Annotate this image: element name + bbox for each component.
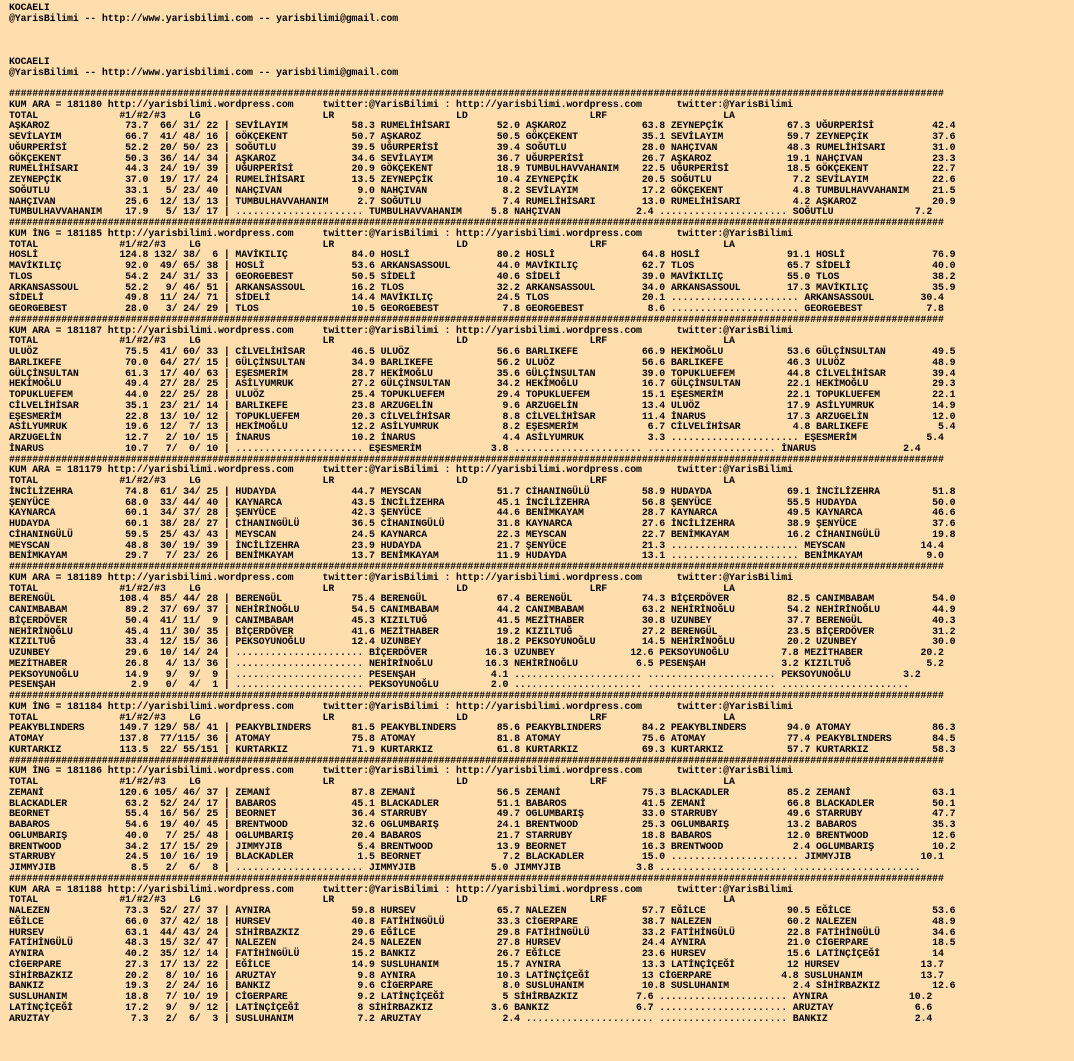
blank-line — [9, 25, 1074, 36]
separator-line: ################################################################################################################################################################# — [9, 690, 944, 701]
report-line: PESENŞAH 2.9 0/ 4/ 1 | ...................... PEKSOYUNOĞLU 2.0 ...................... ...................... ...................... — [9, 679, 909, 691]
report-line: SOĞUTLU 33.1 5/ 23/ 40 | NAHÇIVAN 9.0 NAHÇIVAN 8.2 SEVİLAYIM 17.2 GÖKÇEKENT 4.8 TUMBULHAVVAHANIM 21.5 — [9, 184, 956, 196]
report-line: SİHİRBAZKIZ 20.2 8/ 10/ 16 | ARUZTAY 9.8 AYNIRA 10.3 LATİNÇİÇEĞİ 13 CİGERPARE 4.8 SUSLUHANIM 13.7 — [9, 969, 944, 981]
report-line: AŞKAROZ 73.7 66/ 31/ 22 | SEVİLAYIM 58.3 RUMELİHİSARI 52.0 AŞKAROZ 63.8 ZEYNEPÇİK 67.3 UĞURPERİSİ 42.4 — [9, 120, 956, 132]
report-line: JIMMYJIB 8.5 2/ 6/ 8 | ...................... JIMMYJIB 5.0 JIMMYJIB 3.8 ...................... ...................... — [9, 862, 921, 873]
separator-line: ################################################################################################################################################################# — [9, 217, 944, 228]
race-header-line: KUM İNG = 181184 http://yarisbilimi.wordpress.com twitter:@YarisBilimi : http://yarisbilimi.wordpress.com twitter:@YarisBilimi — [9, 700, 793, 712]
contact-line: @YarisBilimi -- http://www.yarisbilimi.com -- yarisbilimi@gmail.com — [9, 12, 398, 24]
column-header-line: TOTAL #1/#2/#3 LG LR LD LRF LA — [9, 109, 735, 121]
separator-line: ################################################################################################################################################################# — [9, 88, 944, 99]
separator-line: ################################################################################################################################################################# — [9, 872, 944, 884]
report-line: ARKANSASSOUL 52.2 9/ 46/ 51 | ARKANSASSOUL 16.2 TLOS 32.2 ARKANSASSOUL 34.0 ARKANSASSOUL 17.3 MAVİKILIÇ 35.9 — [9, 281, 956, 293]
race-header-line: KUM ARA = 181189 http://yarisbilimi.wordpress.com twitter:@YarisBilimi : http://yarisbilimi.wordpress.com twitter:@YarisBilimi — [9, 571, 793, 583]
report-line: BEORNET 55.4 16/ 56/ 25 | BEORNET 36.4 STARRUBY 49.7 OGLUMBARIŞ 33.0 STARRUBY 49.6 STARRUBY 47.7 — [9, 808, 956, 820]
report-line: BLACKADLER 63.2 52/ 24/ 17 | BABAROS 45.1 BLACKADLER 51.1 BABAROS 41.5 ZEMANİ 66.8 BLACKADLER 50.1 — [9, 797, 956, 809]
report-line: EĞİLCE 66.0 37/ 42/ 18 | HURSEV 40.8 FATİHİNGÜLÜ 33.3 CİGERPARE 38.7 NALEZEN 60.2 NALEZEN 48.9 — [9, 915, 956, 927]
report-line: CİHANINGÜLÜ 59.5 25/ 43/ 43 | MEYSCAN 24.5 KAYNARCA 22.3 MEYSCAN 22.7 BENİMKAYAM 16.2 CİHANINGÜLÜ 19.8 — [9, 528, 956, 540]
report-line: MAVİKILIÇ 92.0 49/ 65/ 38 | HOSLİ 53.6 ARKANSASSOUL 44.0 MAVİKILIÇ 62.7 TLOS 65.7 SİDELİ 40.0 — [9, 260, 956, 271]
report-line: ZEYNEPÇİK 37.0 19/ 17/ 24 | RUMELİHİSARI 13.5 ZEYNEPÇİK 10.4 ZEYNEPÇİK 20.5 SOĞUTLU 7.2 SEVİLAYIM 22.6 — [9, 174, 956, 185]
report-line: GÖKÇEKENT 50.3 36/ 14/ 34 | AŞKAROZ 34.6 SEVİLAYIM 36.7 UĞURPERİSİ 26.7 AŞKAROZ 19.1 NAHÇIVAN 23.3 — [9, 152, 956, 164]
report-line: TOPUKLUEFEM 44.0 22/ 25/ 28 | ULUÖZ 25.4 TOPUKLUEFEM 29.4 TOPUKLUEFEM 15.1 EŞESMERİM 22.1 TOPUKLUEFEM 22.1 — [9, 389, 956, 400]
report-line: TUMBULHAVVAHANIM 17.9 5/ 13/ 17 | ...................... TUMBULHAVVAHANIM 5.8 NAHÇIVAN 2.4 ...................... SOĞUTLU 7.2 — [9, 206, 933, 218]
report-line: CANIMBABAM 89.2 37/ 69/ 37 | NEHİRİNOĞLU 54.5 CANIMBABAM 44.2 CANIMBABAM 63.2 NEHİRİNOĞLU 54.2 NEHİRİNOĞLU 44.9 — [9, 604, 956, 615]
report-line: OGLUMBARIŞ 40.0 7/ 25/ 48 | OGLUMBARIŞ 20.4 BABAROS 21.7 STARRUBY 18.8 BABAROS 12.0 BRENTWOOD 12.6 — [9, 829, 956, 841]
blank-line — [9, 35, 1074, 46]
report-line: HOSLİ 124.8 132/ 38/ 6 | MAVİKILIÇ 84.0 HOSLİ 80.2 HOSLİ 64.8 HOSLİ 91.1 HOSLİ 76.9 — [9, 249, 956, 261]
report-line: GEORGEBEST 28.0 3/ 24/ 29 | TLOS 10.5 GEORGEBEST 7.8 GEORGEBEST 8.6 ...................... GEORGEBEST 7.8 — [9, 303, 944, 314]
report-line: UĞURPERİSİ 52.2 20/ 50/ 23 | SOĞUTLU 39.5 UĞURPERİSİ 39.4 SOĞUTLU 28.0 NAHÇIVAN 48.3 RUMELİHİSARI 31.0 — [9, 141, 956, 153]
separator-line: ################################################################################################################################################################# — [9, 754, 944, 766]
column-header-line: TOTAL #1/#2/#3 LG LR LD LRF LA — [9, 582, 735, 594]
report-line: ARUZTAY 7.3 2/ 6/ 3 | SUSLUHANIM 7.2 ARUZTAY 2.4 ...................... ...................... BANKIZ 2.4 — [9, 1012, 933, 1024]
report-line: STARRUBY 24.5 10/ 16/ 19 | BLACKADLER 1.5 BEORNET 7.2 BLACKADLER 15.0 ...................... JIMMYJIB 10.1 — [9, 851, 944, 863]
report-line: BİÇERDÖVER 50.4 41/ 11/ 9 | CANIMBABAM 45.3 KIZILTUĞ 41.5 MEZİTHABER 30.8 UZUNBEY 37.7 BERENGÜL 40.3 — [9, 614, 956, 626]
report-line: MEYSCAN 48.8 30/ 19/ 39 | İNCİLİZEHRA 23.9 HUDAYDA 21.7 ŞENYÜCE 21.3 ...................... MEYSCAN 14.4 — [9, 539, 944, 551]
report-line: İNCİLİZEHRA 74.8 61/ 34/ 25 | HUDAYDA 44.7 MEYSCAN 51.7 CİHANINGÜLÜ 58.9 HUDAYDA 69.1 İNCİLİZEHRA 51.8 — [9, 485, 956, 497]
report-line: ULUÖZ 75.5 41/ 60/ 33 | CİLVELİHİSAR 46.5 ULUÖZ 56.6 BARLIKEFE 66.9 HEKİMOĞLU 53.6 GÜLÇİNSULTAN 49.5 — [9, 346, 956, 357]
report-line: ŞENYÜCE 68.0 33/ 44/ 40 | KAYNARCA 43.5 İNCİLİZEHRA 45.1 İNCİLİZEHRA 56.8 ŞENYÜCE 55.5 HUDAYDA 50.0 — [9, 496, 956, 508]
column-header-line: TOTAL #1/#2/#3 LG LR LD LRF LA — [9, 894, 735, 906]
column-header-line: TOTAL #1/#2/#3 LG LR LD LRF LA — [9, 335, 735, 347]
report-line: BANKIZ 19.3 2/ 24/ 16 | BANKIZ 9.6 CİGERPARE 8.0 SUSLUHANIM 10.8 SUSLUHANIM 2.4 SİHİRBAZKIZ 12.6 — [9, 980, 956, 992]
report-line: HEKİMOĞLU 49.4 27/ 28/ 25 | ASİLYUMRUK 27.2 GÜLÇİNSULTAN 34.2 HEKİMOĞLU 16.7 GÜLÇİNSULTAN 22.1 HEKİMOĞLU 29.3 — [9, 378, 956, 390]
report-line: AYNIRA 40.2 35/ 12/ 14 | FATİHİNGÜLÜ 15.2 BANKIZ 26.7 EĞİLCE 23.6 HURSEV 15.6 LATİNÇİÇEĞİ 14 — [9, 948, 944, 959]
report-line: LATİNÇİÇEĞİ 17.2 9/ 9/ 12 | LATİNÇİÇEĞİ 8 SİHİRBAZKIZ 3.6 BANKIZ 6.7 ...................... ARUZTAY 6.6 — [9, 1001, 933, 1013]
contact-line: @YarisBilimi -- http://www.yarisbilimi.com -- yarisbilimi@gmail.com — [9, 66, 398, 78]
race-header-line: KUM ARA = 181180 http://yarisbilimi.wordpress.com twitter:@YarisBilimi : http://yarisbilimi.wordpress.com twitter:@YarisBilimi — [9, 98, 793, 110]
report-line: SUSLUHANIM 18.8 7/ 10/ 19 | CİGERPARE 9.2 LATİNÇİÇEĞİ 5 SİHİRBAZKIZ 7.6 ...................... AYNIRA 10.2 — [9, 991, 933, 1002]
report-line: ASİLYUMRUK 19.6 12/ 7/ 13 | HEKİMOĞLU 12.2 ASİLYUMRUK 8.2 EŞESMERİM 6.7 CİLVELİHİSAR 4.8 BARLIKEFE 5.4 — [9, 421, 956, 433]
report-line: NAHÇIVAN 25.6 12/ 13/ 13 | TUMBULHAVVAHANIM 2.7 SOĞUTLU 7.4 RUMELİHİSARI 13.0 RUMELİHİSARI 4.2 AŞKAROZ 20.9 — [9, 195, 956, 207]
report-line: SİDELİ 49.8 11/ 24/ 71 | SİDELİ 14.4 MAVİKILIÇ 24.5 TLOS 20.1 ...................... ARKANSASSOUL 30.4 — [9, 292, 944, 304]
race-header-line: KUM ARA = 181187 http://yarisbilimi.wordpress.com twitter:@YarisBilimi : http://yarisbilimi.wordpress.com twitter:@YarisBilimi — [9, 324, 793, 336]
report-line: NALEZEN 73.3 52/ 27/ 37 | AYNIRA 59.8 HURSEV 65.7 NALEZEN 57.7 EĞİLCE 90.5 EĞİLCE 53.6 — [9, 905, 956, 916]
report-line: ZEMANİ 120.6 105/ 46/ 37 | ZEMANİ 87.8 ZEMANİ 56.5 ZEMANİ 75.3 BLACKADLER 85.2 ZEMANİ 63.1 — [9, 786, 956, 798]
separator-line: ################################################################################################################################################################# — [9, 453, 944, 465]
race-header-line: KUM ARA = 181188 http://yarisbilimi.wordpress.com twitter:@YarisBilimi : http://yarisbilimi.wordpress.com twitter:@YarisBilimi — [9, 883, 793, 895]
separator-line: ################################################################################################################################################################# — [9, 561, 944, 572]
report-line: UZUNBEY 29.6 10/ 14/ 24 | ...................... BİÇERDÖVER 16.3 UZUNBEY 12.6 PEKSOYUNOĞLU 7.8 MEZİTHABER 20.2 — [9, 647, 944, 658]
report-line: İNARUS 10.7 7/ 0/ 10 | ...................... EŞESMERİM 3.8 ...................... ...................... İNARUS 2.4 — [9, 442, 921, 454]
report-line: BARLIKEFE 70.0 64/ 27/ 15 | GÜLÇİNSULTAN 34.9 BARLIKEFE 56.2 ULUÖZ 56.6 BARLIKEFE 46.3 ULUÖZ 48.9 — [9, 356, 956, 368]
report-line: CİLVELİHİSAR 35.1 23/ 21/ 14 | BARLIKEFE 23.8 ARZUGELİN 9.6 ARZUGELİN 13.4 ULUÖZ 17.9 ASİLYUMRUK 14.9 — [9, 399, 956, 411]
report-line: KURTARKIZ 113.5 22/ 55/151 | KURTARKIZ 71.9 KURTARKIZ 61.8 KURTARKIZ 69.3 KURTARKIZ 57.7 KURTARKIZ 58.3 — [9, 743, 956, 755]
column-header-line: TOTAL #1/#2/#3 LG LR LD LRF LA — [9, 711, 735, 723]
report-line: KAYNARCA 60.1 34/ 37/ 28 | ŞENYÜCE 42.3 ŞENYÜCE 44.6 BENİMKAYAM 28.7 KAYNARCA 49.5 KAYNARCA 46.6 — [9, 507, 956, 519]
report-line: HUDAYDA 60.1 38/ 28/ 27 | CİHANINGÜLÜ 36.5 CİHANINGÜLÜ 31.8 KAYNARCA 27.6 İNCİLİZEHRA 38.9 ŞENYÜCE 37.6 — [9, 518, 956, 529]
report-line: TLOS 54.2 24/ 31/ 33 | GEORGEBEST 50.5 SİDELİ 40.6 SİDELİ 39.0 MAVİKILIÇ 55.0 TLOS 38.2 — [9, 270, 956, 282]
report-line: SEVİLAYIM 66.7 41/ 48/ 16 | GÖKÇEKENT 50.7 AŞKAROZ 50.5 GÖKÇEKENT 35.1 SEVİLAYIM 59.7 ZEYNEPÇİK 37.6 — [9, 131, 956, 142]
city-title: KOCAELI — [9, 2, 50, 13]
report-line: PEAKYBLINDERS 149.7 129/ 58/ 41 | PEAKYBLINDERS 81.5 PEAKYBLINDERS 85.6 PEAKYBLINDERS 84.2 PEAKYBLINDERS 94.0 ATOMAY 86.3 — [9, 722, 956, 734]
report-line: FATİHİNGÜLÜ 48.3 15/ 32/ 47 | NALEZEN 24.5 NALEZEN 27.8 HURSEV 24.4 AYNIRA 21.0 CİGERPARE 18.5 — [9, 937, 956, 949]
report-line: GÜLÇİNSULTAN 61.3 17/ 40/ 63 | EŞESMERİM 28.7 HEKİMOĞLU 35.6 GÜLÇİNSULTAN 39.0 TOPUKLUEFEM 44.8 CİLVELİHİSAR 39.4 — [9, 367, 956, 379]
race-header-line: KUM İNG = 181185 http://yarisbilimi.wordpress.com twitter:@YarisBilimi : http://yarisbilimi.wordpress.com twitter:@YarisBilimi — [9, 227, 793, 239]
report-line: HURSEV 63.1 44/ 43/ 24 | SİHİRBAZKIZ 29.6 EĞİLCE 29.8 FATİHİNGÜLÜ 33.2 FATİHİNGÜLÜ 22.8 FATİHİNGÜLÜ 34.6 — [9, 926, 956, 938]
column-header-line: TOTAL #1/#2/#3 LG LR LD LRF LA — [9, 776, 735, 787]
report-line: BABAROS 54.6 19/ 40/ 45 | BRENTWOOD 32.6 OGLUMBARIŞ 24.1 BRENTWOOD 25.3 OGLUMBARIŞ 13.2 BABAROS 35.3 — [9, 819, 956, 830]
report-line: EŞESMERİM 22.8 13/ 10/ 12 | TOPUKLUEFEM 20.3 CİLVELİHİSAR 8.8 CİLVELİHİSAR 11.4 İNARUS 17.3 ARZUGELİN 12.0 — [9, 410, 956, 422]
report-line: BERENGÜL 108.4 85/ 44/ 28 | BERENGÜL 75.4 BERENGÜL 67.4 BERENGÜL 74.3 BİÇERDÖVER 82.5 CANIMBABAM 54.0 — [9, 593, 956, 605]
report-line: BRENTWOOD 34.2 17/ 15/ 29 | JIMMYJIB 5.4 BRENTWOOD 13.9 BEORNET 16.3 BRENTWOOD 2.4 OGLUMBARIŞ 10.2 — [9, 840, 956, 852]
report-line: ARZUGELİN 12.7 2/ 10/ 15 | İNARUS 10.2 İNARUS 4.4 ASİLYUMRUK 3.3 ...................... EŞESMERİM 5.4 — [9, 432, 944, 443]
report-line: MEZİTHABER 26.8 4/ 13/ 36 | ...................... NEHİRİNOĞLU 16.3 NEHİRİNOĞLU 6.5 PESENŞAH 3.2 KIZILTUĞ 5.2 — [9, 657, 944, 669]
report-line: PEKSOYUNOĞLU 14.9 9/ 9/ 9 | ...................... PESENŞAH 4.1 ...................... ...................... PEKSOYUNOĞLU 3.2 — [9, 668, 921, 680]
city-title: KOCAELI — [9, 55, 50, 67]
report-line: ATOMAY 137.8 77/115/ 36 | ATOMAY 75.8 ATOMAY 81.8 ATOMAY 75.6 ATOMAY 77.4 PEAKYBLINDERS 84.5 — [9, 733, 956, 744]
report-line: BENİMKAYAM 29.7 7/ 23/ 26 | BENİMKAYAM 13.7 BENİMKAYAM 11.9 HUDAYDA 13.1 ...................... BENİMKAYAM 9.0 — [9, 550, 944, 562]
blank-line — [9, 46, 1074, 57]
race-header-line: KUM ARA = 181179 http://yarisbilimi.wordpress.com twitter:@YarisBilimi : http://yarisbilimi.wordpress.com twitter:@YarisBilimi — [9, 464, 793, 476]
separator-line: ################################################################################################################################################################# — [9, 313, 944, 325]
race-header-line: KUM İNG = 181186 http://yarisbilimi.wordpress.com twitter:@YarisBilimi : http://yarisbilimi.wordpress.com twitter:@YarisBilimi — [9, 765, 793, 777]
report-line: NEHİRİNOĞLU 45.4 11/ 30/ 35 | BİÇERDÖVER 41.6 MEZİTHABER 19.2 KIZILTUĞ 27.2 BERENGÜL 23.5 BİÇERDÖVER 31.2 — [9, 625, 956, 637]
report-line: RUMELİHİSARI 44.3 24/ 19/ 39 | UĞURPERİSİ 20.9 GÖKÇEKENT 18.9 TUMBULHAVVAHANIM 22.5 UĞURPERİSİ 18.5 GÖKÇEKENT 22.7 — [9, 163, 956, 175]
column-header-line: TOTAL #1/#2/#3 LG LR LD LRF LA — [9, 238, 735, 250]
report-line: KIZILTUĞ 33.4 12/ 15/ 36 | PEKSOYUNOĞLU 12.4 UZUNBEY 18.2 PEKSOYUNOĞLU 14.5 NEHİRİNOĞLU 20.2 UZUNBEY 30.0 — [9, 636, 956, 648]
report-line: CİGERPARE 27.3 17/ 13/ 22 | EĞİLCE 14.9 SUSLUHANIM 15.7 AYNIRA 13.3 LATİNÇİÇEĞİ 12 HURSEV 13.7 — [9, 958, 944, 970]
column-header-line: TOTAL #1/#2/#3 LG LR LD LRF LA — [9, 475, 735, 486]
